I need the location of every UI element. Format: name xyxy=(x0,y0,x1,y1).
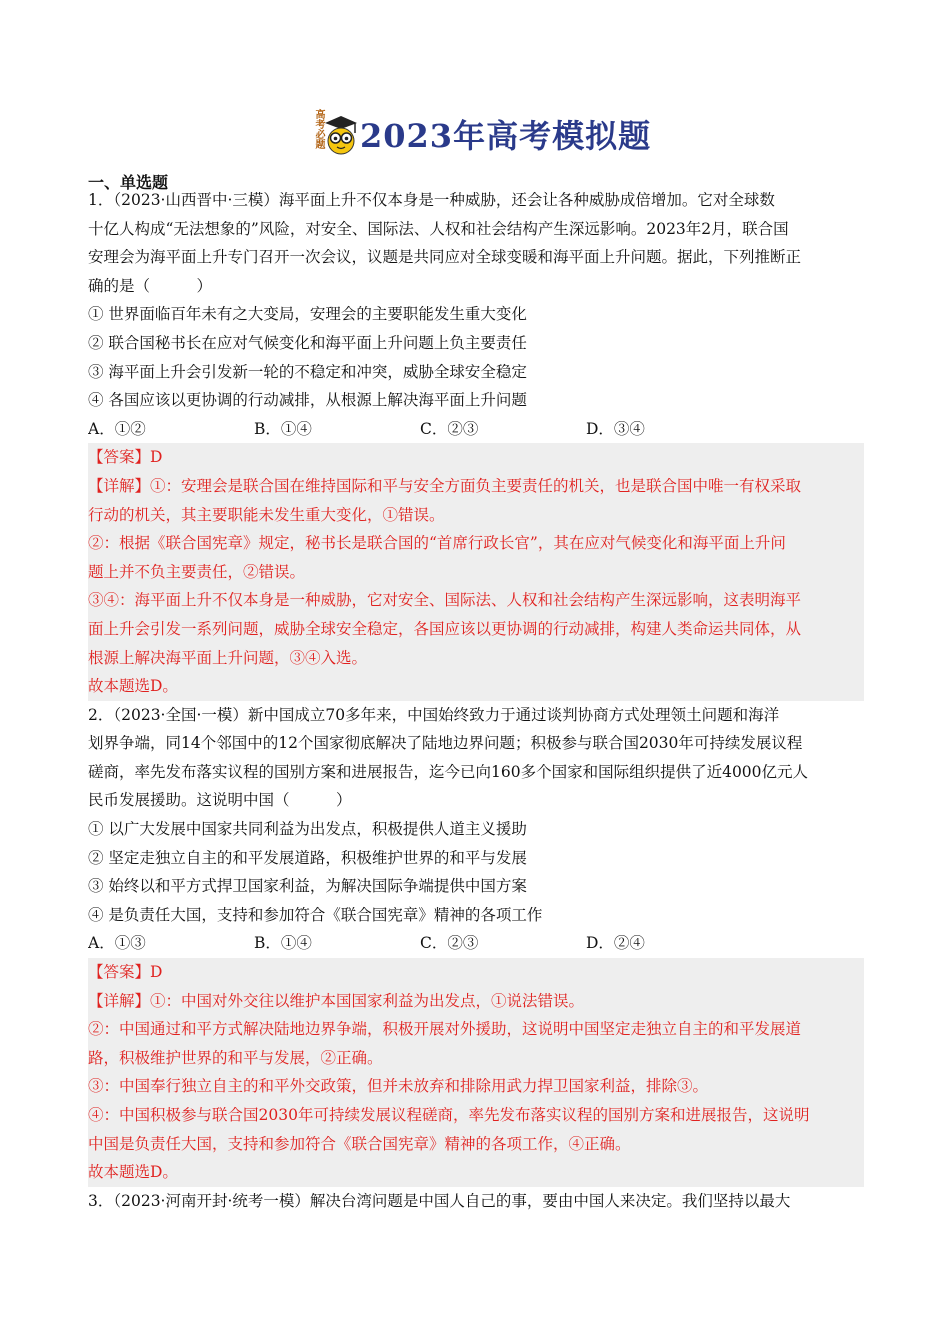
statement: ④ 各国应该以更协调的行动减排，从根源上解决海平面上升问题 xyxy=(88,391,527,410)
seal-stamp: 高考必题 xyxy=(313,109,324,149)
statement: ② 联合国秘书长在应对气候变化和海平面上升问题上负主要责任 xyxy=(88,333,527,352)
answer-block xyxy=(88,958,864,1187)
question-text-line: 磋商，率先发布落实议程的国别方案和进展报告，迄今已向160多个国家和国际组织提供了近4000亿元人 xyxy=(88,762,809,781)
explanation-line: 路，积极维护世界的和平与发展，②正确。 xyxy=(88,1048,383,1067)
explanation-line: 【详解】①：中国对外交往以维护本国国家利益为出发点，①说法错误。 xyxy=(88,991,585,1010)
explanation-line: 面上升会引发一系列问题，威胁全球安全稳定，各国应该以更协调的行动减排，构建人类命运共同体，从 xyxy=(88,619,802,638)
option-c: C．②③ xyxy=(420,934,479,953)
question-text-line: 2．（2023·全国·一模）新中国成立70多年来，中国始终致力于通过谈判协商方式处理领土问题和海洋 xyxy=(88,705,780,724)
explanation-line: ②：根据《联合国宪章》规定，秘书长是联合国的“首席行政长官”，其在应对气候变化和海平面上升问 xyxy=(88,534,786,553)
question-text-line: 民币发展援助。这说明中国（ ） xyxy=(88,791,352,810)
explanation-line: ③：中国奉行独立自主的和平外交政策，但并未放弃和排除用武力捍卫国家利益，排除③。 xyxy=(88,1077,709,1096)
explanation-line: 故本题选D。 xyxy=(88,677,178,696)
option-d: D．②④ xyxy=(586,934,645,953)
statement: ① 世界面临百年未有之大变局，安理会的主要职能发生重大变化 xyxy=(88,305,527,324)
page-title: 2023年高考模拟题 xyxy=(360,117,652,155)
question-3 xyxy=(88,1187,864,1216)
owl-logo-icon xyxy=(324,113,358,155)
question-list xyxy=(88,186,864,1215)
answer-block xyxy=(88,443,864,700)
explanation-line: ③④：海平面上升不仅本身是一种威胁，它对安全、国际法、人权和社会结构产生深远影响，这表明海平 xyxy=(88,591,802,610)
option-a: A．①② xyxy=(88,419,146,438)
option-b: B．①④ xyxy=(254,419,312,438)
question-text-line: 3．（2023·河南开封·统考一模）解决台湾问题是中国人自己的事，要由中国人来决定。我们坚持以最大 xyxy=(88,1191,791,1210)
option-b: B．①④ xyxy=(254,934,312,953)
explanation-line: 行动的机关，其主要职能未发生重大变化，①错误。 xyxy=(88,505,445,524)
statement: ② 坚定走独立自主的和平发展道路，积极维护世界的和平与发展 xyxy=(88,848,527,867)
explanation-line: 题上并不负主要责任，②错误。 xyxy=(88,562,306,581)
explanation-line: 中国是负责任大国，支持和参加符合《联合国宪章》精神的各项工作，④正确。 xyxy=(88,1134,631,1153)
option-c: C．②③ xyxy=(420,419,479,438)
explanation-line: 根源上解决海平面上升问题，③④入选。 xyxy=(88,648,368,667)
question-text-line: 划界争端，同14个邻国中的12个国家彻底解决了陆地边界问题；积极参与联合国2030年可持续发展议程 xyxy=(88,734,803,753)
question-1 xyxy=(88,186,864,701)
question-text-line: 1．（2023·山西晋中·三模）海平面上升不仅本身是一种威胁，还会让各种威胁成倍增加。它对全球数 xyxy=(88,191,775,209)
statement: ③ 海平面上升会引发新一轮的不稳定和冲突，威胁全球安全稳定 xyxy=(88,362,527,381)
explanation-line: 【详解】①：安理会是联合国在维持国际和平与安全方面负主要责任的机关，也是联合国中唯一有权采取 xyxy=(88,476,802,495)
explanation-line: ②：中国通过和平方式解决陆地边界争端，积极开展对外援助，这说明中国坚定走独立自主的和平发展道 xyxy=(88,1020,802,1039)
options-row xyxy=(88,415,864,444)
option-a: A．①③ xyxy=(88,934,146,953)
answer-label: 【答案】D xyxy=(88,448,163,467)
answer-label: 【答案】D xyxy=(88,963,163,982)
explanation-line: ④：中国积极参与联合国2030年可持续发展议程磋商，率先发布落实议程的国别方案和进展报告，这说明 xyxy=(88,1106,810,1124)
question-2 xyxy=(88,701,864,1187)
explanation-line: 故本题选D。 xyxy=(88,1163,178,1182)
question-text-line: 十亿人构成“无法想象的”风险，对安全、国际法、人权和社会结构产生深远影响。2023年2月，联合国 xyxy=(88,219,789,238)
statement: ③ 始终以和平方式捍卫国家利益，为解决国际争端提供中国方案 xyxy=(88,877,527,896)
section-title: 一、单选题 xyxy=(88,173,169,192)
statement: ① 以广大发展中国家共同利益为出发点，积极提供人道主义援助 xyxy=(88,820,527,839)
options-row xyxy=(88,929,864,958)
header xyxy=(300,106,651,162)
option-d: D．③④ xyxy=(586,419,645,438)
question-text-line: 确的是（ ） xyxy=(88,276,213,295)
question-text-line: 安理会为海平面上升专门召开一次会议，议题是共同应对全球变暖和海平面上升问题。据此，下列推断正 xyxy=(88,248,802,267)
statement: ④ 是负责任大国，支持和参加符合《联合国宪章》精神的各项工作 xyxy=(88,905,543,924)
